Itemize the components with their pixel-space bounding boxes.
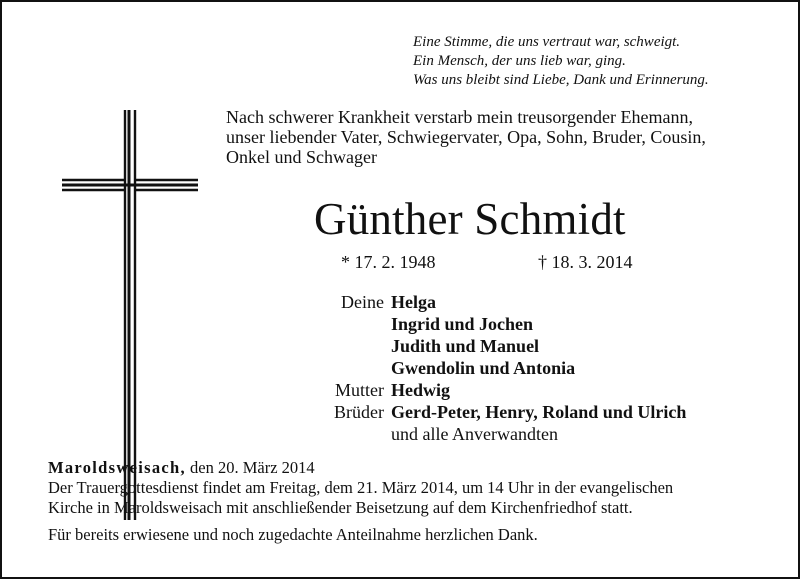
family-row [302,401,772,423]
family-relation [302,313,391,335]
intro-line: Nach schwerer Krankheit verstarb mein treusorgender Ehemann, [226,107,693,127]
family-row [302,423,772,445]
family-relation: Brüder [334,402,384,422]
place-date-line [48,458,778,478]
family-names: Helga [391,292,436,312]
place-name: Maroldsweisach, [48,458,186,477]
motto-line: Ein Mensch, der uns lieb war, ging. [413,53,626,69]
service-line: Der Trauergottesdienst findet am Freitag, dem 21. März 2014, um 14 Uhr in der evangelischen [48,478,674,497]
family-relation [302,423,391,445]
family-names: Gwendolin und Antonia [391,358,576,378]
family-names: Hedwig [391,380,451,400]
family-relation: Deine [341,292,384,312]
family-names: Judith und Manuel [391,336,540,356]
intro-text [226,107,786,167]
motto-verse [413,33,793,90]
closing-text [48,458,778,545]
deceased-name: Günther Schmidt [314,194,626,244]
family-relation [302,357,391,379]
motto-line: Eine Stimme, die uns vertraut war, schweigt. [413,34,681,50]
intro-line: Onkel und Schwager [226,147,377,167]
motto-line: Was uns bleibt sind Liebe, Dank und Erinnerung. [413,72,709,88]
family-names: Ingrid und Jochen [391,314,534,334]
intro-line: unser liebender Vater, Schwiegervater, Opa, Sohn, Bruder, Cousin, [226,127,706,147]
service-line: Kirche in Maroldsweisach mit anschließender Beisetzung auf dem Kirchenfriedhof statt. [48,498,633,517]
thanks-line: Für bereits erwiesene und noch zugedachte Anteilnahme herzlichen Dank. [48,525,538,544]
family-names: und alle Anverwandten [391,424,558,444]
family-row [302,335,772,357]
death-date: † 18. 3. 2014 [538,252,633,272]
family-names: Gerd-Peter, Henry, Roland und Ulrich [391,402,687,422]
family-row [302,291,772,313]
family-row [302,357,772,379]
family-relation [302,335,391,357]
family-list [302,291,772,445]
notice-date: den 20. März 2014 [185,458,315,477]
family-relation: Mutter [335,380,384,400]
family-row [302,379,772,401]
birth-date: * 17. 2. 1948 [341,252,436,272]
family-row [302,313,772,335]
